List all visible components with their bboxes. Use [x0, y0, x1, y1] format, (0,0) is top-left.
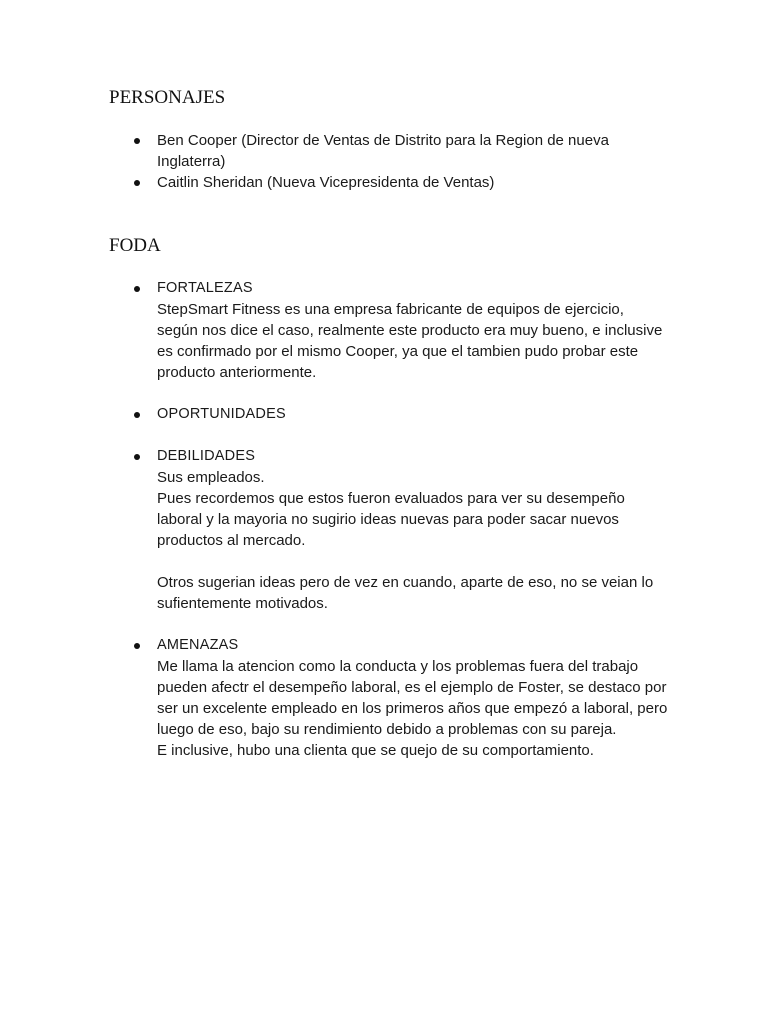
debilidades-line1: Sus empleados. — [157, 469, 265, 486]
debilidades-line3: Otros sugerian ideas pero de vez en cuando, aparte de eso, no se veian lo sufientemente motivados. — [157, 574, 654, 612]
personaje-caitlin-sheridan: Caitlin Sheridan (Nueva Vicepresidenta de Ventas) — [157, 174, 495, 191]
bullet-icon — [134, 286, 140, 292]
amenazas-label: AMENAZAS — [157, 637, 239, 653]
list-item — [0, 130, 768, 172]
foda-heading: FODA — [109, 235, 161, 256]
fortalezas-label: FORTALEZAS — [157, 280, 253, 296]
personaje-ben-cooper: Ben Cooper (Director de Ventas de Distrito para la Region de nueva Inglaterra) — [157, 132, 609, 170]
oportunidades-label: OPORTUNIDADES — [157, 406, 286, 422]
personajes-heading: PERSONAJES — [109, 87, 226, 108]
bullet-icon — [134, 454, 140, 460]
fortalezas-text: StepSmart Fitness es una empresa fabricante de equipos de ejercicio, según nos dice el caso, realmente este producto era muy bueno, e inclusive es confirmado por el mismo Cooper, ya que el tambien pudo probar este producto anteriormente. — [157, 301, 663, 381]
bullet-icon — [134, 138, 140, 144]
debilidades-label: DEBILIDADES — [157, 448, 256, 464]
foda-fortalezas — [0, 278, 768, 404]
list-item — [0, 172, 768, 193]
foda-oportunidades — [0, 404, 768, 446]
personajes-list — [0, 130, 768, 193]
foda-amenazas — [0, 635, 768, 761]
bullet-icon — [134, 180, 140, 186]
foda-list — [0, 278, 768, 761]
bullet-icon — [134, 643, 140, 649]
amenazas-line1: Me llama la atencion como la conducta y los problemas fuera del trabajo pueden afectr el desempeño laboral, es el ejemplo de Foster, se destaco por ser un excelente empleado en los primeros años que empezó a laboral, pero luego de eso, bajo su rendimiento debido a problemas con su pareja. — [157, 658, 668, 738]
amenazas-line2: E inclusive, hubo una clienta que se quejo de su comportamiento. — [157, 742, 594, 759]
debilidades-line2: Pues recordemos que estos fueron evaluados para ver su desempeño laboral y la mayoria no sugirio ideas nuevas para poder sacar nuevos productos al mercado. — [157, 490, 625, 549]
foda-debilidades — [0, 446, 768, 635]
bullet-icon — [134, 412, 140, 418]
